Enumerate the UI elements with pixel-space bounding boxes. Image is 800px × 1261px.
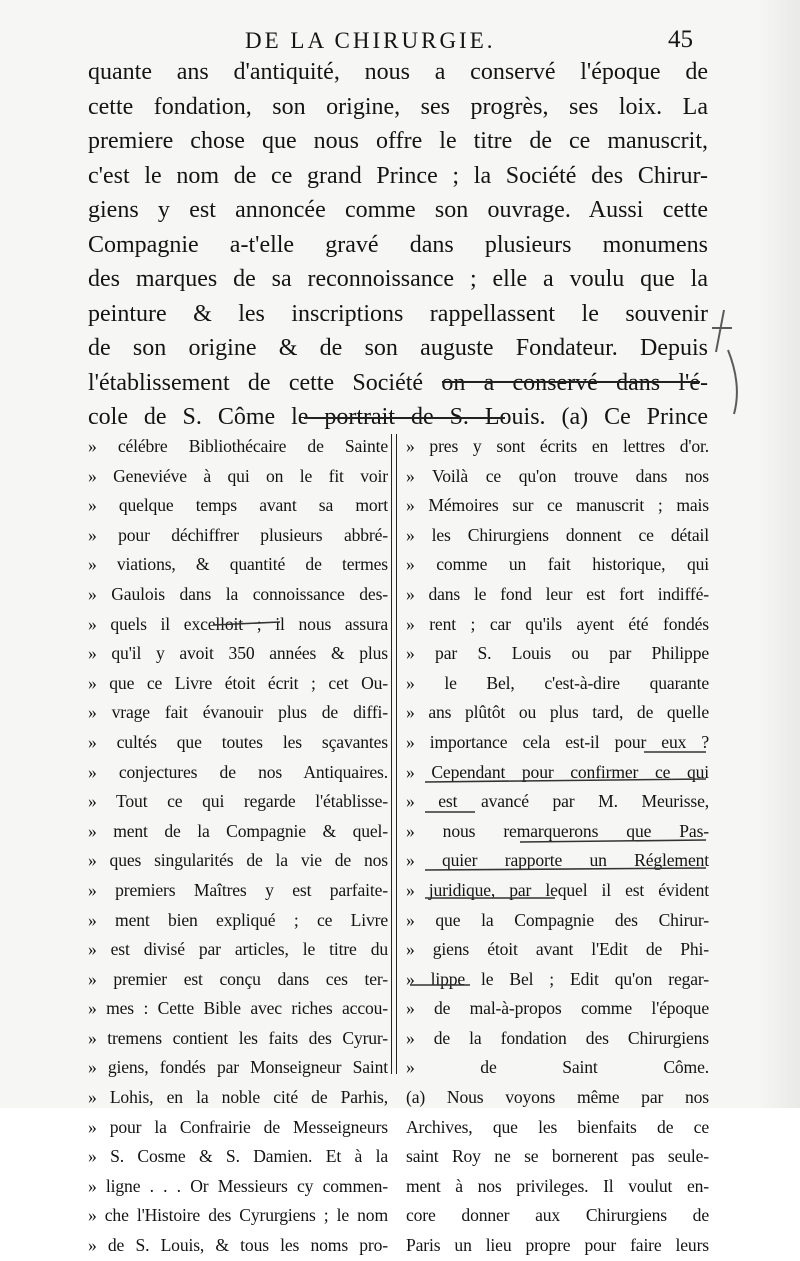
footnote-line: » Mémoires sur ce manuscrit ; mais [406,495,709,516]
footnote-line: » tremens contient les faits des Cyrur- [88,1027,388,1048]
footnote-line: » Tout ce qui regarde l'établisse- [88,791,388,812]
body-text-line: giens y est annoncée comme son ouvrage. Aussi cette [88,197,708,223]
footnote-column-right [406,432,709,1261]
body-text-line: Compagnie a-t'elle gravé dans plusieurs monumens [88,231,708,258]
footnote-line: » ment bien expliqué ; ce Livre [88,909,388,930]
footnote-line: » Gaulois dans la connoissance des- [88,583,388,604]
footnote-line: » comme un fait historique, qui [406,554,709,575]
footnote-block [88,432,713,1256]
footnote-line: » mes : Cette Bible avec riches accou- [88,998,388,1019]
body-text-line: quante ans d'antiquité, nous a conservé l'époque de [88,59,708,85]
footnote-line: » quelque temps avant sa mort [88,495,388,516]
body-text-line: l'établissement de cette Société on a conservé dans l'é- [88,369,708,396]
footnote-line: » Voilà ce qu'on trouve dans nos [406,465,709,486]
footnote-line: » par S. Louis ou par Philippe [406,643,709,664]
column-divider [391,434,397,1074]
footnote-line: » giens, fondés par Monseigneur Saint [88,1057,388,1078]
footnote-column-left [88,432,388,1261]
footnote-line: » giens étoit avant l'Edit de Phi- [406,939,709,960]
footnote-line: » que la Compagnie des Chirur- [406,909,709,930]
body-text-line: cette fondation, son origine, ses progrès, ses loix. La [88,93,708,120]
body-text-line: premiere chose que nous offre le titre de ce manuscrit, [88,128,708,154]
footnote-line: » que ce Livre étoit écrit ; cet Ou- [88,672,388,693]
footnote-line: » ques singularités de la vie de nos [88,850,388,871]
footnote-line: » dans le fond leur est fort indiffé- [406,583,709,604]
page-header [0,24,800,54]
footnote-line: ment à nos privileges. Il voulut en- [406,1175,709,1196]
footnote-line: » premiers Maîtres y est parfaite- [88,879,388,900]
footnote-line: » ligne . . . Or Messieurs cy commen- [88,1175,388,1196]
footnote-line: » che l'Histoire des Cyrurgiens ; le nom [88,1205,388,1226]
footnote-line: » est divisé par articles, le titre du [88,939,388,960]
footnote-line: saint Roy ne se bornerent pas seule- [406,1146,709,1167]
body-text-line: des marques de sa reconnoissance ; elle a voulu que la [88,266,708,292]
footnote-line: » pres y sont écrits en lettres d'or. [406,436,709,456]
footnote-line: » nous remarquerons que Pas- [406,820,709,841]
footnote-line: » S. Cosme & S. Damien. Et à la [88,1146,388,1167]
page-number: 45 [668,26,693,53]
footnote-line: (a) Nous voyons même par nos [406,1087,709,1108]
margin-cross-mark [712,310,732,352]
footnote-line: » importance cela est-il pour eux ? [406,731,709,752]
footnote-line: » quier rapporte un Réglement [406,850,709,871]
footnote-line: » pour déchiffrer plusieurs abbré- [88,524,388,545]
footnote-line: » premier est conçu dans ces ter- [88,968,388,989]
footnote-line: » juridique, par lequel il est évident [406,879,709,900]
running-title: DE LA CHIRURGIE. [245,28,496,53]
footnote-line: » vrage fait évanouir plus de diffi- [88,702,388,723]
footnote-line: » rent ; car qu'ils ayent été fondés [406,613,709,634]
footnote-line: Paris un lieu propre pour faire leurs [406,1235,709,1256]
footnote-line: » viations, & quantité de termes [88,554,388,575]
body-text-line: de son origine & de son auguste Fondateur. Depuis [88,335,708,361]
footnote-line: Archives, que les bienfaits de ce [406,1116,709,1137]
footnote-line: » Geneviéve à qui on le fit voir [88,465,388,486]
footnote-line: » lippe le Bel ; Edit qu'on regar- [406,968,709,989]
footnote-line: » ans plûtôt ou plus tard, de quelle [406,702,709,723]
footnote-line: » est avancé par M. Meurisse, [406,791,709,812]
footnote-line: » de S. Louis, & tous les noms pro- [88,1235,388,1256]
footnote-line: » célébre Bibliothécaire de Sainte [88,436,388,456]
body-text-line: cole de S. Côme le portrait de S. Louis. (a) Ce Prince [88,404,708,430]
footnote-line: » Cependant pour confirmer ce qui [406,761,709,782]
footnote-line: » les Chirurgiens donnent ce détail [406,524,709,545]
footnote-line: » ment de la Compagnie & quel- [88,820,388,841]
footnote-line: » conjectures de nos Antiquaires. [88,761,388,782]
footnote-line: » qu'il y avoit 350 années & plus [88,643,388,664]
footnote-line: » de Saint Côme. [406,1057,709,1078]
footnote-line: core donner aux Chirurgiens de [406,1205,709,1226]
body-text-line: c'est le nom de ce grand Prince ; la Société des Chirur- [88,162,708,189]
footnote-line: » le Bel, c'est-à-dire quarante [406,672,709,693]
footnote-line: » Lohis, en la noble cité de Parhis, [88,1087,388,1108]
page-edge-shadow [758,0,800,1108]
footnote-line: » cultés que toutes les sçavantes [88,731,388,752]
body-text-line: peinture & les inscriptions rappellassent le souvenir [88,300,708,327]
margin-bracket-mark [728,350,737,414]
footnote-line: » de la fondation des Chirurgiens [406,1027,709,1048]
footnote-line: » quels il excelloit ; il nous assura [88,613,388,634]
main-text [88,55,708,435]
footnote-line: » pour la Confrairie de Messeigneurs [88,1116,388,1137]
footnote-line: » de mal-à-propos comme l'époque [406,998,709,1019]
